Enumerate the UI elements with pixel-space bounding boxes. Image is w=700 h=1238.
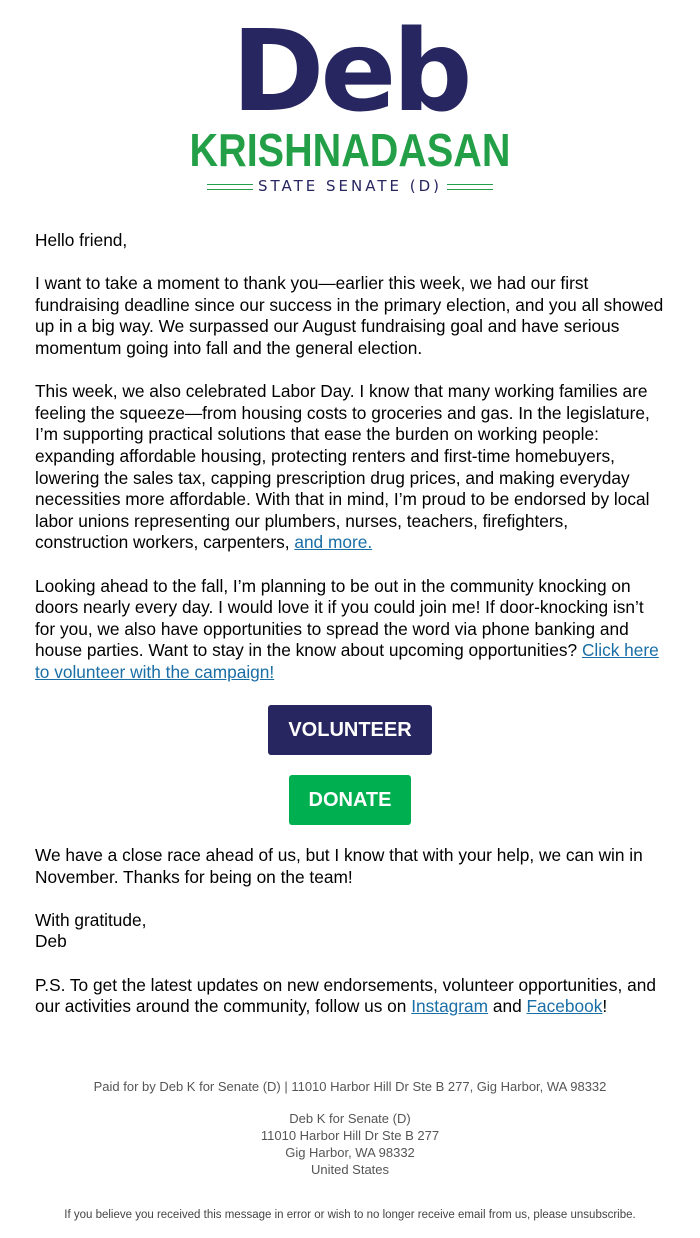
donate-button[interactable]: DONATE [289,775,411,825]
instagram-link[interactable]: Instagram [411,996,489,1017]
paragraph-ps [35,975,665,1018]
paragraph-labor-day [35,381,665,554]
logo-last-name: KRISHNADASAN [189,124,511,176]
address-line: 11010 Harbor Hill Dr Ste B 277 [260,1128,440,1143]
and-more-link[interactable]: and more. [294,532,373,553]
campaign-logo [0,7,700,202]
ps-text: P.S. To get the latest updates on new endorsements, volunteer opportunities, and our activities around the community, follow us on [35,974,656,1017]
greeting: Hello friend, [35,230,128,250]
address-line: Deb K for Senate (D) [289,1111,411,1126]
unsubscribe-notice[interactable]: If you believe you received this message in error or wish to no longer receive email from us, please unsubscribe. [64,1209,636,1221]
logo-first-name: Deb [231,7,469,137]
labor-day-text: This week, we also celebrated Labor Day. I know that many working families are feeling the squeeze—from housing costs to groceries and gas. In the legislature, I’m supporting practical solutions that ease the burden on working people: expanding affordable housing, protecting renters and first-time homebuyers, lowering the sales tax, capping prescription drug prices, and making everyday necessities more affordable. With that in mind, I’m proud to be endorsed by local labor unions representing our plumbers, nurses, teachers, firefighters, construction workers, carpenters, [35,381,650,553]
logo-right-rule [447,184,493,190]
paragraph-volunteer [35,576,665,684]
email-body [35,230,665,1039]
paid-for-notice: Paid for by Deb K for Senate (D) | 11010 Harbor Hill Dr Ste B 277, Gig Harbor, WA 98332 [93,1079,607,1094]
address-line: United States [310,1162,390,1177]
volunteer-button[interactable]: VOLUNTEER [268,705,432,755]
facebook-link[interactable]: Facebook [526,996,603,1017]
paragraph-thanks: I want to take a moment to thank you—earlier this week, we had our first fundraising deadline since our success in the primary election, and you all showed up in a big way. We surpassed our August fundraising goal and have serious momentum going into fall and the general election. [35,273,664,358]
mailing-address [0,1110,700,1178]
logo-office: STATE SENATE (D) [257,177,442,195]
volunteer-link[interactable]: Click here to volunteer with the campaign! [35,640,659,682]
signoff-block [35,910,665,953]
logo-left-rule [207,184,253,190]
paragraph-close-race: We have a close race ahead of us, but I know that with your help, we can win in November. Thanks for being on the team! [35,845,643,887]
signature: Deb [35,931,67,952]
cta-buttons [35,705,665,825]
ps-end: ! [602,996,608,1017]
volunteer-text: Looking ahead to the fall, I’m planning to be out in the community knocking on doors nearly every day. I would love it if you could join me! If door-knocking isn’t for you, we also have opportunities to spread the word via phone banking and house parties. Want to stay in the know about upcoming opportunities? [35,575,644,661]
address-line: Gig Harbor, WA 98332 [285,1145,415,1160]
ps-and: and [488,996,527,1017]
logo-office-line [207,176,493,198]
signoff: With gratitude, [35,909,147,930]
